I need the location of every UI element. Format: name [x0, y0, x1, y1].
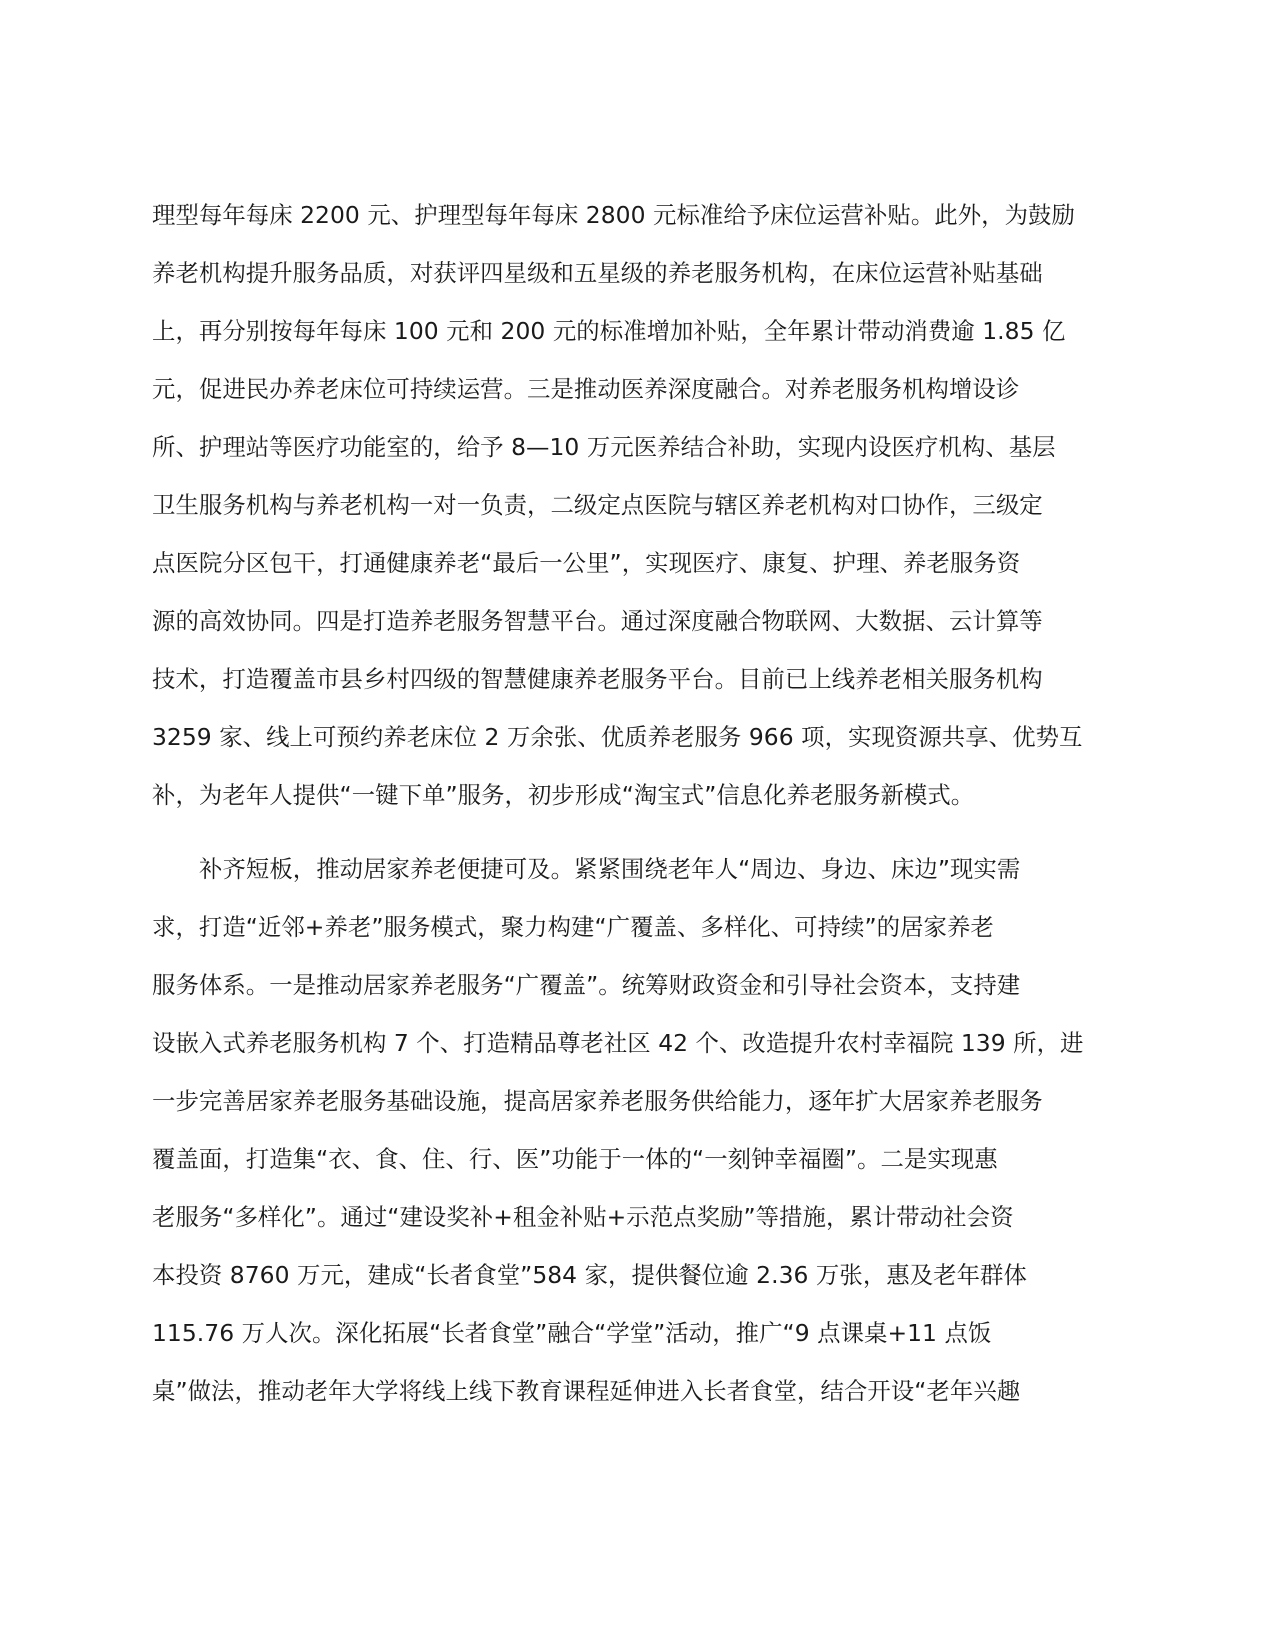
text-line: 覆盖面，打造集“衣、食、住、行、医”功能于一体的“一刻钟幸福圈”。二是实现惠	[152, 1145, 998, 1173]
text-line-indented: 补齐短板，推动居家养老便捷可及。紧紧围绕老年人“周边、身边、床边”现实需	[199, 855, 1021, 883]
text-line: 养老机构提升服务品质，对获评四星级和五星级的养老服务机构，在床位运营补贴基础	[152, 259, 1043, 287]
text-line: 本投资 8760 万元，建成“长者食堂”584 家，提供餐位逾 2.36 万张，惠及老年群体	[152, 1261, 1027, 1289]
text-line: 老服务“多样化”。通过“建设奖补+租金补贴+示范点奖励”等措施，累计带动社会资	[152, 1203, 1014, 1231]
text-line: 一步完善居家养老服务基础设施，提高居家养老服务供给能力，逐年扩大居家养老服务	[152, 1087, 1043, 1115]
text-line: 设嵌入式养老服务机构 7 个、打造精品尊老社区 42 个、改造提升农村幸福院 139 所，进	[152, 1029, 1084, 1057]
text-line: 源的高效协同。四是打造养老服务智慧平台。通过深度融合物联网、大数据、云计算等	[152, 607, 1043, 635]
text-line: 3259 家、线上可预约养老床位 2 万余张、优质养老服务 966 项，实现资源共享、优势互	[152, 723, 1083, 751]
text-line: 理型每年每床 2200 元、护理型每年每床 2800 元标准给予床位运营补贴。此外，为鼓励	[152, 201, 1075, 229]
text-line: 115.76 万人次。深化拓展“长者食堂”融合“学堂”活动，推广“9 点课桌+11 点饭	[152, 1319, 992, 1347]
text-line: 上，再分别按每年每床 100 元和 200 元的标准增加补贴，全年累计带动消费逾 1.85 亿	[152, 317, 1066, 345]
text-line: 补，为老年人提供“一键下单”服务，初步形成“淘宝式”信息化养老服务新模式。	[152, 781, 975, 809]
text-line: 服务体系。一是推动居家养老服务“广覆盖”。统筹财政资金和引导社会资本，支持建	[152, 971, 1021, 999]
paragraph-spacer	[152, 824, 1112, 840]
text-line: 点医院分区包干，打通健康养老“最后一公里”，实现医疗、康复、护理、养老服务资	[152, 549, 1021, 577]
paragraph-1	[152, 186, 1112, 824]
text-line: 元，促进民办养老床位可持续运营。三是推动医养深度融合。对养老服务机构增设诊	[152, 375, 1020, 403]
text-line: 卫生服务机构与养老机构一对一负责，二级定点医院与辖区养老机构对口协作，三级定	[152, 491, 1043, 519]
text-line: 所、护理站等医疗功能室的，给予 8—10 万元医养结合补助，实现内设医疗机构、基层	[152, 433, 1056, 461]
text-line: 求，打造“近邻+养老”服务模式，聚力构建“广覆盖、多样化、可持续”的居家养老	[152, 913, 994, 941]
text-line: 桌”做法，推动老年大学将线上线下教育课程延伸进入长者食堂，结合开设“老年兴趣	[152, 1377, 1021, 1405]
paragraph-2	[152, 840, 1112, 1420]
text-line: 技术，打造覆盖市县乡村四级的智慧健康养老服务平台。目前已上线养老相关服务机构	[152, 665, 1043, 693]
document-body	[152, 186, 1112, 1420]
